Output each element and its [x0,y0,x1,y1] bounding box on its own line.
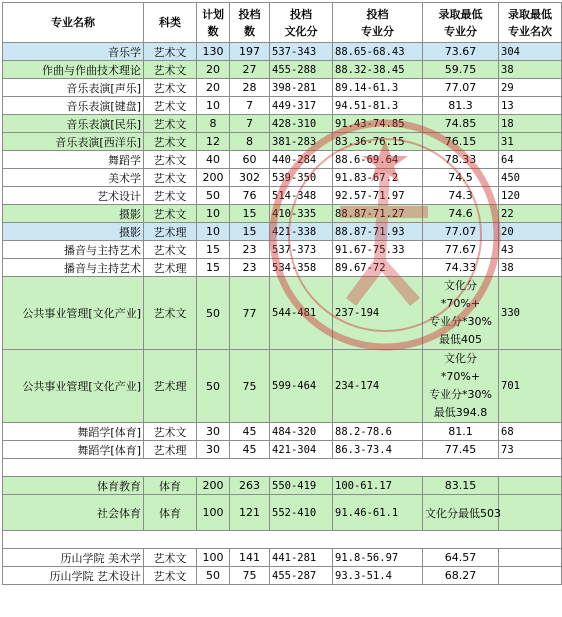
cell-category: 艺术理 [144,350,197,423]
cell-plan-count: 100 [197,495,230,531]
cell-filed-count: 7 [230,97,270,115]
cell-major-score-range: 100-61.17 [333,477,423,495]
cell-filed-count: 27 [230,61,270,79]
cell-min-major-rank [499,549,562,567]
header-major: 专业名称 [3,3,144,43]
cell-culture-score-range: 537-343 [270,43,333,61]
cell-min-major-score: 77.07 [423,223,499,241]
table-row [3,223,562,241]
cell-major-score-range: 89.67-72 [333,259,423,277]
spacer-row [3,459,562,477]
cell-major-score-range: 88.6-69.64 [333,151,423,169]
table-row [3,133,562,151]
cell-plan-count: 15 [197,241,230,259]
cell-plan-count: 12 [197,133,230,151]
header-category: 科类 [144,3,197,43]
cell-filed-count: 141 [230,549,270,567]
cell-culture-score-range: 552-410 [270,495,333,531]
cell-note-line: 文化分*70%+ [440,352,481,383]
cell-category: 艺术文 [144,277,197,350]
cell-category: 艺术文 [144,115,197,133]
cell-category: 艺术文 [144,61,197,79]
header-row [3,3,562,43]
cell-min-major-rank: 43 [499,241,562,259]
cell-culture-score-range: 410-335 [270,205,333,223]
cell-major-name: 体育教育 [3,477,144,495]
cell-major-name: 作曲与作曲技术理论 [3,61,144,79]
cell-min-major-score: 73.67 [423,43,499,61]
cell-major-score-range: 88.87-71.27 [333,205,423,223]
cell-culture-score-range: 449-317 [270,97,333,115]
cell-filed-count: 45 [230,441,270,459]
cell-min-major-score: 77.45 [423,441,499,459]
cell-category: 艺术文 [144,423,197,441]
cell-major-name: 音乐表演[声乐] [3,79,144,97]
cell-plan-count: 8 [197,115,230,133]
table-row [3,205,562,223]
cell-min-major-score: 77.67 [423,241,499,259]
cell-filed-count: 121 [230,495,270,531]
cell-category: 艺术文 [144,133,197,151]
cell-plan-count: 100 [197,549,230,567]
cell-min-major-score: 77.07 [423,79,499,97]
header-culture-score: 投档 文化分 [270,3,333,43]
cell-culture-score-range: 421-304 [270,441,333,459]
cell-major-score-range: 91.8-56.97 [333,549,423,567]
table-row [3,277,562,350]
cell-category: 艺术文 [144,79,197,97]
cell-filed-count: 302 [230,169,270,187]
cell-culture-score-range: 421-338 [270,223,333,241]
cell-plan-count: 15 [197,259,230,277]
table-row [3,43,562,61]
cell-major-score-range: 88.2-78.6 [333,423,423,441]
cell-min-major-rank: 38 [499,61,562,79]
cell-major-name: 舞蹈学 [3,151,144,169]
cell-min-major-score: 78.33 [423,151,499,169]
cell-major-score-range: 92.57-71.97 [333,187,423,205]
cell-plan-count: 20 [197,79,230,97]
cell-culture-score-range: 544-481 [270,277,333,350]
table-row [3,79,562,97]
cell-culture-score-range: 398-281 [270,79,333,97]
cell-major-score-range: 93.3-51.4 [333,567,423,585]
cell-min-major-score: 81.3 [423,97,499,115]
cell-major-name: 历山学院 美术学 [3,549,144,567]
header-plan: 计划 数 [197,3,230,43]
cell-category: 体育 [144,495,197,531]
cell-major-name: 摄影 [3,205,144,223]
cell-min-major-score [423,350,499,423]
cell-min-major-rank: 29 [499,79,562,97]
cell-culture-score-range: 440-284 [270,151,333,169]
cell-min-major-rank: 64 [499,151,562,169]
table-row [3,477,562,495]
cell-filed-count: 75 [230,567,270,585]
cell-major-score-range: 91.43-74.85 [333,115,423,133]
cell-min-major-score: 文化分最低503 [423,495,499,531]
cell-min-major-score: 74.3 [423,187,499,205]
cell-major-name: 历山学院 艺术设计 [3,567,144,585]
cell-min-major-rank: 450 [499,169,562,187]
cell-major-score-range: 88.32-38.45 [333,61,423,79]
cell-category: 艺术文 [144,187,197,205]
cell-major-score-range: 88.87-71.93 [333,223,423,241]
cell-major-name: 社会体育 [3,495,144,531]
table-body [3,43,562,585]
cell-min-major-rank [499,495,562,531]
cell-filed-count: 23 [230,259,270,277]
table-row [3,495,562,531]
cell-culture-score-range: 550-419 [270,477,333,495]
cell-major-score-range: 91.83-67.2 [333,169,423,187]
cell-note-line: 最低405 [439,333,482,346]
cell-filed-count: 8 [230,133,270,151]
cell-min-major-score: 83.15 [423,477,499,495]
cell-plan-count: 50 [197,277,230,350]
cell-category: 艺术文 [144,567,197,585]
cell-plan-count: 130 [197,43,230,61]
table-row [3,151,562,169]
cell-plan-count: 200 [197,169,230,187]
cell-plan-count: 30 [197,423,230,441]
cell-min-major-score: 74.85 [423,115,499,133]
cell-plan-count: 50 [197,187,230,205]
cell-major-name: 舞蹈学[体育] [3,423,144,441]
cell-category: 艺术理 [144,259,197,277]
cell-min-major-rank [499,567,562,585]
cell-major-score-range: 94.51-81.3 [333,97,423,115]
cell-filed-count: 15 [230,223,270,241]
cell-culture-score-range: 484-320 [270,423,333,441]
cell-major-name: 播音与主持艺术 [3,241,144,259]
cell-min-major-score: 74.5 [423,169,499,187]
cell-major-name: 公共事业管理[文化产业] [3,277,144,350]
table-row [3,61,562,79]
spacer-cell [3,531,562,549]
cell-category: 体育 [144,477,197,495]
cell-culture-score-range: 537-373 [270,241,333,259]
table-row [3,169,562,187]
table-row [3,187,562,205]
cell-culture-score-range: 539-350 [270,169,333,187]
table-row [3,350,562,423]
spacer-cell [3,459,562,477]
table-row [3,441,562,459]
cell-plan-count: 10 [197,97,230,115]
cell-min-major-score: 81.1 [423,423,499,441]
cell-major-name: 音乐表演[民乐] [3,115,144,133]
cell-min-major-rank: 22 [499,205,562,223]
cell-plan-count: 10 [197,205,230,223]
cell-min-major-rank: 18 [499,115,562,133]
table-row [3,115,562,133]
cell-major-score-range: 91.67-75.33 [333,241,423,259]
cell-major-name: 音乐表演[西洋乐] [3,133,144,151]
cell-culture-score-range: 514-348 [270,187,333,205]
cell-min-major-rank: 31 [499,133,562,151]
cell-filed-count: 75 [230,350,270,423]
cell-min-major-score: 76.15 [423,133,499,151]
admission-table [2,2,562,585]
cell-culture-score-range: 599-464 [270,350,333,423]
cell-major-score-range: 83.36-76.15 [333,133,423,151]
cell-major-name: 音乐表演[键盘] [3,97,144,115]
cell-note-line: 文化分*70%+ [440,279,481,310]
cell-min-major-rank: 20 [499,223,562,241]
cell-major-name: 美术学 [3,169,144,187]
cell-filed-count: 60 [230,151,270,169]
cell-culture-score-range: 534-358 [270,259,333,277]
cell-category: 艺术文 [144,205,197,223]
cell-min-major-rank: 701 [499,350,562,423]
cell-major-name: 艺术设计 [3,187,144,205]
cell-major-score-range: 234-174 [333,350,423,423]
cell-major-score-range: 91.46-61.1 [333,495,423,531]
cell-major-score-range: 86.3-73.4 [333,441,423,459]
cell-min-major-score: 64.57 [423,549,499,567]
cell-plan-count: 50 [197,350,230,423]
cell-category: 艺术文 [144,43,197,61]
header-major-score: 投档 专业分 [333,3,423,43]
cell-category: 艺术文 [144,151,197,169]
cell-plan-count: 20 [197,61,230,79]
cell-plan-count: 40 [197,151,230,169]
cell-major-name: 舞蹈学[体育] [3,441,144,459]
cell-culture-score-range: 381-283 [270,133,333,151]
cell-plan-count: 10 [197,223,230,241]
cell-category: 艺术理 [144,223,197,241]
cell-note-line: 专业分*30% [429,315,492,328]
cell-min-major-rank: 38 [499,259,562,277]
table-row [3,241,562,259]
cell-filed-count: 45 [230,423,270,441]
cell-note-line: 专业分*30% [429,388,492,401]
cell-culture-score-range: 441-281 [270,549,333,567]
header-min-score: 录取最低 专业分 [423,3,499,43]
cell-filed-count: 263 [230,477,270,495]
cell-major-score-range: 88.65-68.43 [333,43,423,61]
cell-min-major-score: 59.75 [423,61,499,79]
cell-category: 艺术文 [144,97,197,115]
cell-filed-count: 77 [230,277,270,350]
cell-min-major-rank: 120 [499,187,562,205]
cell-culture-score-range: 455-287 [270,567,333,585]
cell-major-name: 摄影 [3,223,144,241]
table-row [3,567,562,585]
cell-plan-count: 30 [197,441,230,459]
cell-major-name: 播音与主持艺术 [3,259,144,277]
cell-major-name: 公共事业管理[文化产业] [3,350,144,423]
cell-major-score-range: 237-194 [333,277,423,350]
cell-filed-count: 7 [230,115,270,133]
cell-category: 艺术理 [144,441,197,459]
header-min-rank: 录取最低 专业名次 [499,3,562,43]
table-row [3,549,562,567]
cell-note-line: 最低394.8 [433,406,488,419]
cell-culture-score-range: 455-288 [270,61,333,79]
table-row [3,423,562,441]
cell-filed-count: 197 [230,43,270,61]
cell-min-major-score: 68.27 [423,567,499,585]
cell-filed-count: 15 [230,205,270,223]
cell-min-major-rank: 330 [499,277,562,350]
cell-min-major-score: 74.33 [423,259,499,277]
cell-min-major-rank: 73 [499,441,562,459]
header-filed: 投档 数 [230,3,270,43]
cell-min-major-rank: 304 [499,43,562,61]
cell-major-score-range: 89.14-61.3 [333,79,423,97]
cell-filed-count: 76 [230,187,270,205]
cell-plan-count: 200 [197,477,230,495]
cell-min-major-rank [499,477,562,495]
cell-category: 艺术文 [144,241,197,259]
cell-min-major-score: 74.6 [423,205,499,223]
cell-min-major-rank: 13 [499,97,562,115]
cell-filed-count: 28 [230,79,270,97]
cell-plan-count: 50 [197,567,230,585]
cell-category: 艺术文 [144,169,197,187]
cell-culture-score-range: 428-310 [270,115,333,133]
cell-major-name: 音乐学 [3,43,144,61]
spacer-row [3,531,562,549]
table-row [3,259,562,277]
cell-category: 艺术文 [144,549,197,567]
admission-table-container [2,2,552,585]
table-row [3,97,562,115]
cell-min-major-rank: 68 [499,423,562,441]
cell-min-major-score [423,277,499,350]
cell-filed-count: 23 [230,241,270,259]
